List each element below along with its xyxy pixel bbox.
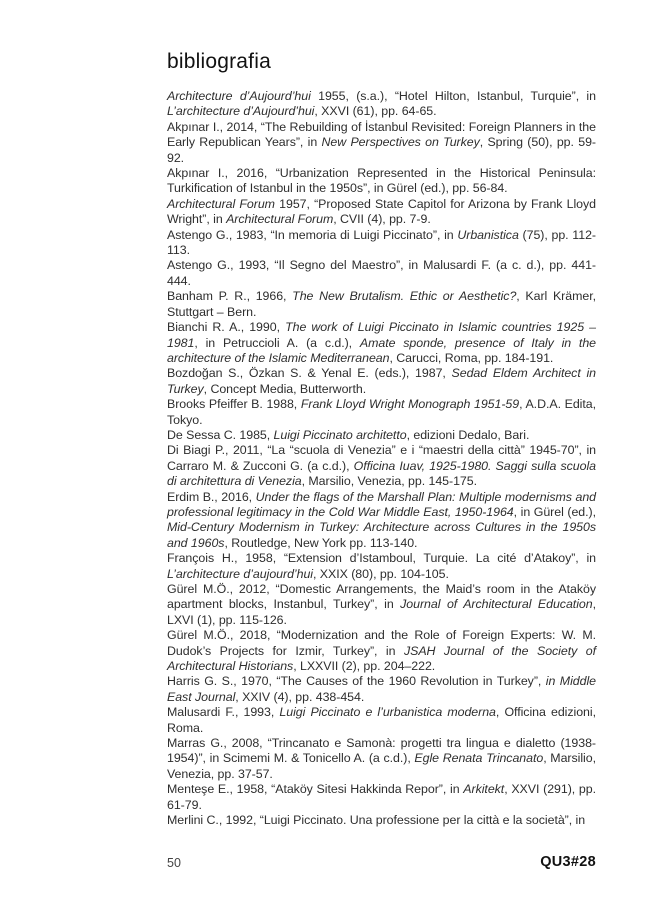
bibliography-list: [167, 89, 596, 829]
bibliography-entry: [167, 289, 596, 320]
bibliography-entry: [167, 582, 596, 628]
bibliography-entry: [167, 89, 596, 120]
entry-text: , XXIV (4), pp. 438-454.: [235, 689, 365, 704]
entry-text: Bozdoğan S., Özkan S. & Yenal E. (eds.), 1987,: [167, 366, 452, 381]
entry-title: Sedad Eldem Architect in Turkey: [167, 366, 596, 396]
bibliography-entry: [167, 628, 596, 674]
entry-text: , Concept Media, Butterworth.: [203, 381, 367, 396]
entry-text: , XXVI (291), pp. 61-79.: [167, 782, 596, 812]
entry-title: The work of Luigi Piccinato in Islamic countries 1925 – 1981: [167, 320, 596, 350]
bibliography-entry: [167, 258, 596, 289]
entry-text: De Sessa C. 1985,: [167, 427, 274, 442]
entry-text: Akpınar I., 2014, “The Rebuilding of İstanbul Revisited: Foreign Planners in the Early Republican Years”, in: [167, 119, 596, 150]
entry-text: Akpınar I., 2016, “Urbanization Represented in the Historical Peninsula: Turkification of Istanbul in the 1950s”, in Gürel (ed.), pp. 56-84.: [167, 166, 596, 196]
bibliography-entry: [167, 228, 596, 259]
entry-text: Gürel M.Ö., 2012, “Domestic Arrangements, the Maid’s room in the Ataköy apartment blocks, Instanbul, Turkey”, in: [167, 582, 596, 612]
entry-text: , A.D.A. Edita, Tokyo.: [167, 397, 597, 427]
bibliography-entry: [167, 551, 596, 582]
entry-text: Merlini C., 1992, “Luigi Piccinato. Una professione per la città e la società”, in: [167, 813, 586, 828]
section-heading: bibliografia: [167, 50, 271, 73]
entry-text: , LXXVII (2), pp. 204–222.: [293, 659, 436, 674]
bibliography-entry: [167, 166, 596, 197]
entry-text: Gürel M.Ö., 2018, “Modernization and the Role of Foreign Experts: W. M. Dudok’s Projects for Izmir, Turkey”, in: [167, 628, 596, 658]
entry-text: , Marsilio, Venezia, pp. 37-57.: [167, 751, 596, 781]
entry-text: , in Gürel (ed.),: [513, 504, 596, 519]
page-number: 50: [167, 856, 181, 870]
entry-text: Brooks Pfeiffer B. 1988,: [167, 397, 301, 412]
entry-text: , Carucci, Roma, pp. 184-191.: [389, 350, 554, 365]
bibliography-entry: [167, 443, 596, 489]
entry-text: Astengo G., 1983, “In memoria di Luigi Piccinato”, in: [167, 227, 458, 242]
entry-title: in Middle East Journal: [167, 674, 596, 704]
entry-text: , Routledge, New York pp. 113-140.: [224, 535, 418, 550]
bibliography-entry: [167, 490, 596, 552]
entry-title: Arkitekt: [463, 782, 505, 797]
entry-title: Journal of Architectural Education: [400, 597, 593, 612]
entry-text: , in Petruccioli A. (a c.d.),: [194, 335, 360, 350]
entry-text: Menteşe E., 1958, “Ataköy Sitesi Hakkinda Repor”, in: [167, 782, 464, 797]
entry-text: , Officina edizioni, Roma.: [167, 705, 596, 735]
entry-title: New Perspectives on Turkey: [321, 135, 480, 150]
entry-text: , LXVI (1), pp. 115-126.: [167, 597, 596, 627]
entry-text: Erdim B., 2016,: [167, 489, 256, 504]
journal-issue-label: QU3#28: [540, 854, 596, 870]
entry-title: Egle Renata Trincanato: [414, 751, 544, 766]
entry-text: , Marsilio, Venezia, pp. 145-175.: [301, 474, 477, 489]
entry-title: JSAH Journal of the Society of Architectural Historians: [167, 643, 596, 674]
entry-title: Under the flags of the Marshall Plan: Multiple modernisms and professional legitimacy in the Cold War Middle East, 1950-1964: [167, 489, 597, 519]
bibliography-entry: [167, 397, 596, 428]
entry-text: 1957, “Proposed State Capitol for Arizona by Frank Lloyd Wright”, in: [167, 196, 597, 227]
bibliography-entry: [167, 428, 596, 443]
entry-title: Architectural Forum: [167, 196, 275, 211]
bibliography-entry: [167, 120, 596, 166]
entry-text: Marras G., 2008, “Trincanato e Samonà: progetti tra lingua e dialetto (1938-1954)”, in Scimemi M. & Tonicello A. (a c.d.),: [167, 736, 596, 766]
entry-title: Urbanistica: [457, 227, 519, 242]
entry-text: , Karl Krämer, Stuttgart – Bern.: [167, 289, 596, 319]
entry-title: Frank Lloyd Wright Monograph 1951-59: [300, 397, 520, 412]
bibliography-entry: [167, 813, 596, 828]
bibliography-entry: [167, 366, 596, 397]
entry-text: 1955, (s.a.), “Hotel Hilton, Istanbul, Turquie”, in: [310, 89, 596, 103]
entry-title: Luigi Piccinato e l’urbanistica moderna: [279, 705, 496, 720]
entry-text: Di Biagi P., 2011, “La “scuola di Venezia” e i “maestri della città” 1945-70”, in Carraro M. & Zucconi G. (a c.d.),: [167, 443, 596, 473]
entry-text: Malusardi F., 1993,: [167, 705, 280, 720]
entry-text: (75), pp. 112-113.: [167, 227, 596, 258]
entry-title: Architecture d’Aujourd’hui: [167, 89, 311, 103]
entry-text: , CVII (4), pp. 7-9.: [333, 212, 431, 227]
entry-text: , XXIX (80), pp. 104-105.: [313, 566, 449, 581]
bibliography-entry: [167, 197, 596, 228]
entry-title: Mid-Century Modernism in Turkey: Architecture across Cultures in the 1950s and 1960s: [167, 520, 596, 550]
entry-text: Harris G. S., 1970, “The Causes of the 1960 Revolution in Turkey”,: [167, 674, 546, 689]
entry-text: , XXVI (61), pp. 64-65.: [314, 104, 437, 119]
entry-text: François H., 1958, “Extension d’Istamboul, Turquie. La cité d’Atakoy”, in: [167, 551, 596, 566]
bibliography-entry: [167, 782, 596, 813]
bibliography-entry: [167, 674, 596, 705]
entry-title: Luigi Piccinato architetto: [273, 427, 407, 442]
bibliography-entry: [167, 736, 596, 782]
entry-text: Bianchi R. A., 1990,: [167, 320, 286, 335]
entry-title: Amate sponde, presence of Italy in the architecture of the Islamic Mediterranean: [167, 335, 597, 365]
entry-title: Officina Iuav, 1925-1980. Saggi sulla scuola di architettura di Venezia: [167, 458, 596, 489]
entry-text: , Spring (50), pp. 59-92.: [167, 135, 596, 165]
entry-title: L’architecture d’aujourd’hui: [167, 566, 314, 581]
entry-title: The New Brutalism. Ethic or Aesthetic?: [292, 289, 517, 304]
entry-text: , edizioni Dedalo, Bari.: [406, 427, 530, 442]
entry-title: Architectural Forum: [226, 212, 334, 227]
entry-text: Astengo G., 1993, “Il Segno del Maestro”, in Malusardi F. (a c. d.), pp. 441-444.: [167, 258, 596, 288]
bibliography-entry: [167, 705, 596, 736]
entry-title: L’architecture d’Aujourd’hui: [167, 104, 315, 119]
bibliography-entry: [167, 320, 596, 366]
entry-text: Banham P. R., 1966,: [167, 289, 293, 304]
